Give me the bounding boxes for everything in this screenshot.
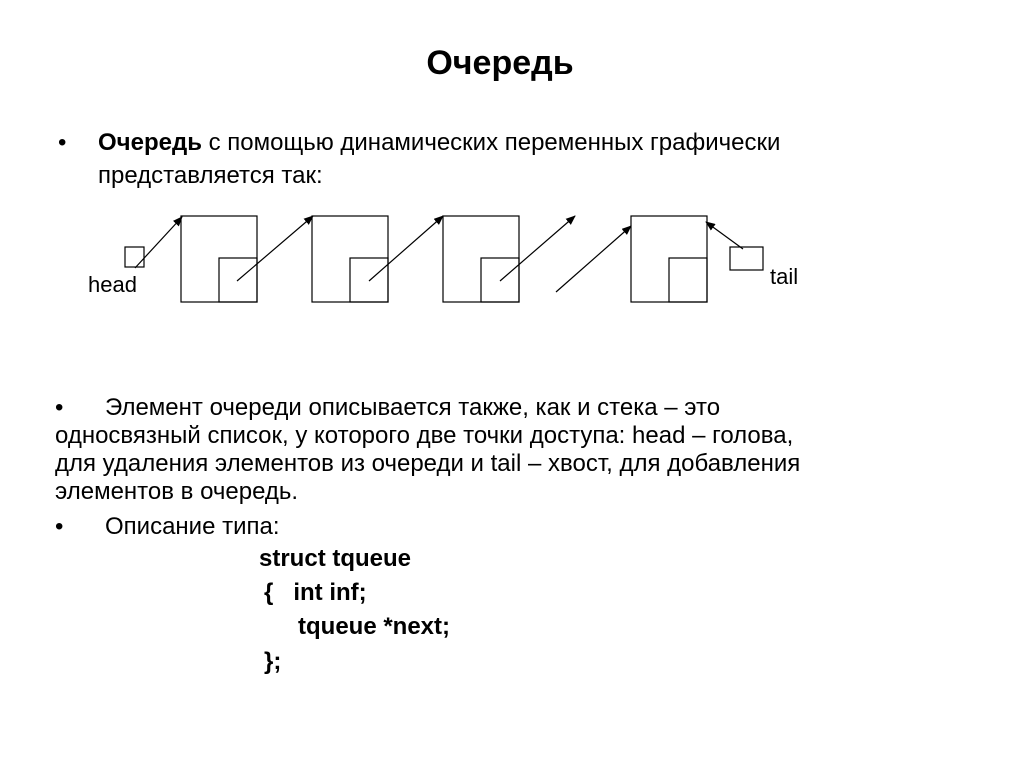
head-pointer-box <box>125 247 144 267</box>
head-arrow <box>135 217 182 268</box>
slide-title: Очередь <box>426 44 574 82</box>
bullet-type-description <box>55 510 655 543</box>
bullet-marker: • <box>55 513 64 540</box>
bullet-text-line4: элементов в очередь. <box>55 478 299 505</box>
bullet-element-description <box>55 394 955 506</box>
bullet-text-line1: Элемент очереди описывается также, как и стека – это <box>105 394 721 421</box>
next-field <box>350 258 388 302</box>
tail-pointer-box <box>730 247 763 270</box>
bullet-text: Описание типа: <box>105 513 280 540</box>
term-queue: Очередь <box>98 129 202 156</box>
tail-label: tail <box>770 264 799 289</box>
code-line-2: { int inf; <box>264 579 367 606</box>
next-arrow-2 <box>369 216 443 281</box>
next-arrow-1 <box>237 216 313 281</box>
next-arrow-continuation <box>556 226 631 292</box>
bullet-marker: • <box>58 129 67 156</box>
queue-node-3 <box>443 216 519 302</box>
code-line-3: tqueue *next; <box>298 613 451 640</box>
bullet-text-line1: с помощью динамических переменных графически <box>201 129 781 156</box>
bullet-text-line2: представляется так: <box>98 162 323 189</box>
queue-node-1 <box>181 216 257 302</box>
queue-node-2 <box>312 216 388 302</box>
queue-node-last <box>631 216 707 302</box>
bullet-text-line3: для удаления элементов из очереди и tail – хвост, для добавления <box>55 450 801 477</box>
next-field <box>669 258 707 302</box>
tail-arrow <box>706 222 743 249</box>
code-line-1: struct tqueue <box>259 545 412 572</box>
bullet-text-line2: односвязный список, у которого две точки доступа: head – голова, <box>55 422 794 449</box>
next-arrow-3 <box>500 216 575 281</box>
bullet-marker: • <box>55 394 64 421</box>
code-line-4: }; <box>264 648 282 675</box>
head-label: head <box>88 272 137 297</box>
next-field <box>481 258 519 302</box>
